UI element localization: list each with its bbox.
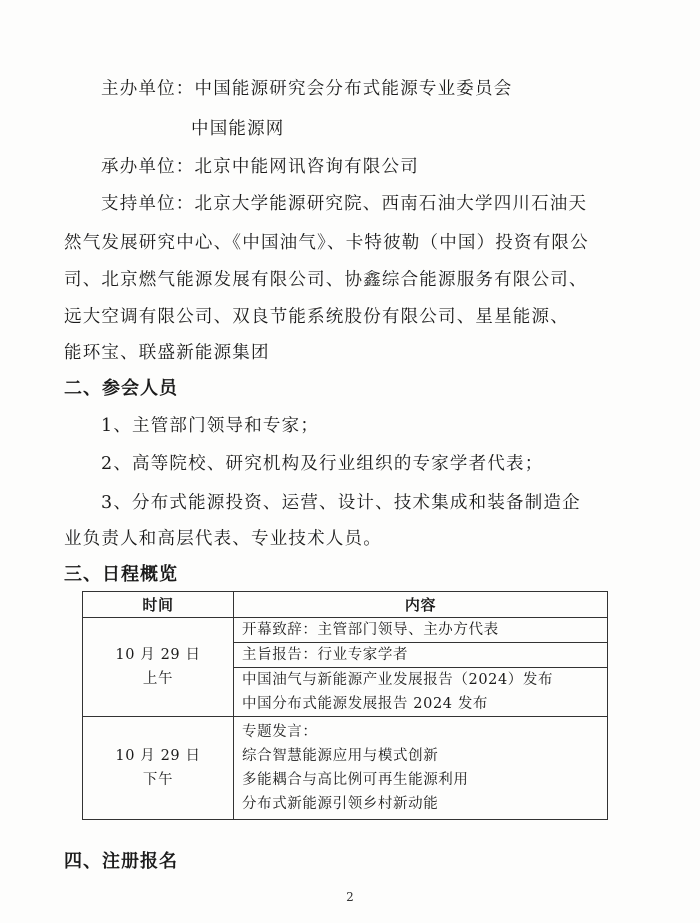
time-period: 下午 xyxy=(142,772,174,788)
support-line-2: 然气发展研究中心、《中国油气》、卡特彼勒（中国）投资有限公 xyxy=(64,233,589,253)
host-name-1: 中国能源研究会分布式能源专业委员会 xyxy=(194,79,513,99)
undertaker-line xyxy=(101,155,419,179)
content-cell: 主旨报告：行业专家学者 xyxy=(234,643,608,668)
section-2-heading: 二、参会人员 xyxy=(64,378,178,399)
attendee-item-2: 2、高等院校、研究机构及行业组织的专家学者代表； xyxy=(101,454,544,474)
content-line: 多能耦合与高比例可再生能源利用 xyxy=(242,772,469,788)
attendee-item-3-line-2: 业负责人和高层代表、专业技术人员。 xyxy=(64,529,382,549)
host-name-2: 中国能源网 xyxy=(191,119,285,139)
support-line-4: 远大空调有限公司、双良节能系统股份有限公司、星星能源、 xyxy=(64,307,569,327)
time-cell-morning xyxy=(83,618,234,717)
content-cell-multi xyxy=(234,717,608,820)
content-line: 中国油气与新能源产业发展报告（2024）发布 xyxy=(242,672,554,688)
support-line-1: 支持单位：北京大学能源研究院、西南石油大学四川石油天 xyxy=(101,194,588,214)
attendee-item-1: 1、主管部门领导和专家； xyxy=(101,416,320,436)
time-period: 上午 xyxy=(142,671,174,687)
schedule-table xyxy=(82,591,608,820)
content-line: 专题发言： xyxy=(242,724,318,740)
table-header-row xyxy=(83,592,608,618)
support-line-5: 能环宝、联盛新能源集团 xyxy=(64,343,270,363)
page-number: 2 xyxy=(346,890,354,904)
undertaker-name: 北京中能网讯咨询有限公司 xyxy=(194,157,419,177)
col-header-content: 内容 xyxy=(234,592,608,618)
content-line: 分布式新能源引领乡村新动能 xyxy=(242,796,439,812)
table-row xyxy=(83,618,608,643)
attendee-item-3-line-1: 3、分布式能源投资、运营、设计、技术集成和装备制造企 xyxy=(101,493,581,513)
section-4-heading: 四、注册报名 xyxy=(64,851,178,872)
col-header-time: 时间 xyxy=(83,592,234,618)
content-cell-multi xyxy=(234,668,608,717)
time-cell-afternoon xyxy=(83,717,234,820)
section-3-heading: 三、日程概览 xyxy=(64,564,178,585)
content-cell: 开幕致辞：主管部门领导、主办方代表 xyxy=(234,618,608,643)
time-date: 10 月 29 日 xyxy=(115,748,201,764)
undertaker-label: 承办单位： xyxy=(101,157,195,177)
host-line-1 xyxy=(101,77,512,101)
support-line-3: 司、北京燃气能源发展有限公司、协鑫综合能源服务有限公司、 xyxy=(64,270,588,290)
time-date: 10 月 29 日 xyxy=(115,647,201,663)
host-label: 主办单位： xyxy=(101,79,195,99)
content-line: 中国分布式能源发展报告 2024 发布 xyxy=(242,696,489,712)
content-line: 综合智慧能源应用与模式创新 xyxy=(242,748,439,764)
table-row xyxy=(83,717,608,820)
